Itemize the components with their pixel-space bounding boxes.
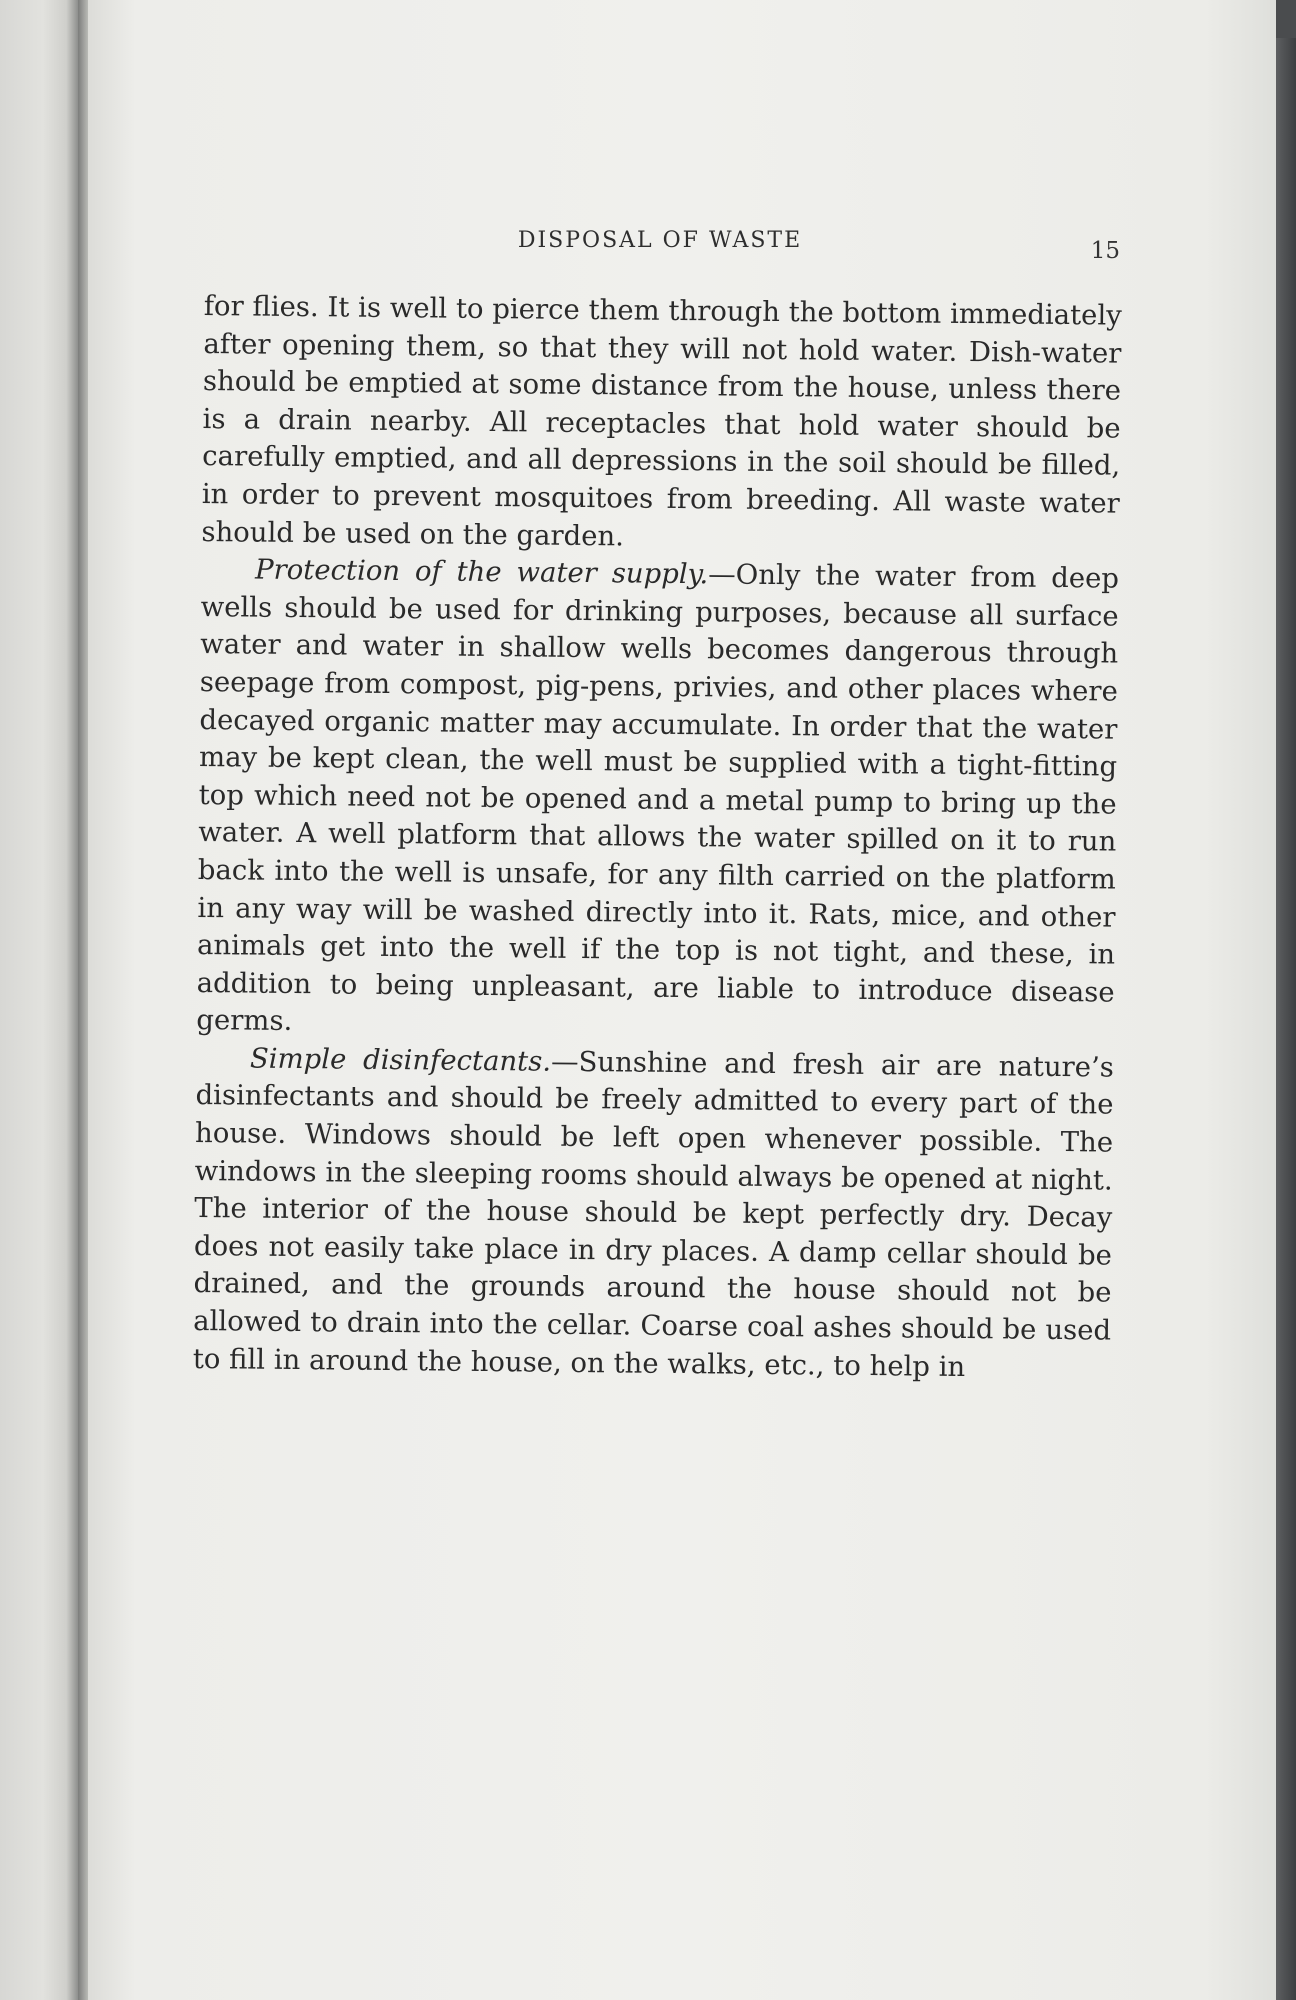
page-header xyxy=(200,228,1120,268)
paragraph-2-text: —Only the water from deep wells should be used for drinking purposes, because all surface water and water in shallow wells becomes dangerous through seepage from compost, pig-pens, privies, and other places where decayed organic matter may accumulate. In order that the water may be kept clean, the well must be supplied with a tight-fitting top which need not be opened and a metal pump to bring up the water. A well platform that allows the water spilled on it to run back into the well is unsafe, for any filth carried on the platform in any way will be washed directly into it. Rats, mice, and other animals get into the well if the top is not tight, and these, in addition to being unpleasant, are liable to introduce disease germs. xyxy=(196,558,1120,1038)
adjacent-page-strip xyxy=(0,0,78,2000)
page-edge-shadow xyxy=(1276,38,1296,2000)
paragraph-3-heading: Simple disinfectants. xyxy=(249,1042,552,1078)
scan-background xyxy=(1276,0,1296,38)
paragraph-2 xyxy=(196,551,1119,1049)
page-number: 15 xyxy=(1090,238,1120,264)
running-title: DISPOSAL OF WASTE xyxy=(517,228,803,253)
paragraph-1-text: for flies. It is well to pierce them through the bottom immediately after opening them, so that they will not hold water. Dish-water should be emptied at some distance from the house, unless there is a drain nearby. All receptacles that hold water should be carefully emptied, and all depressions in the soil should be filled, in order to prevent mosquitoes from breeding. All waste water should be used on the garden. xyxy=(201,289,1122,552)
book-gutter xyxy=(78,0,88,2000)
paragraph-3-text: —Sunshine and fresh air are nature’s disinfectants and should be freely admitted to every part of the house. Windows should be left open whenever possible. The windows in the sleeping rooms should always be opened at night. The interior of the house should be kept perfectly dry. Decay does not easily take place in dry places. A damp cellar should be drained, and the grounds around the house should not be allowed to drain into the cellar. Coarse coal ashes should be used to fill in around the house, on the walks, etc., to help in xyxy=(192,1045,1115,1383)
paragraph-2-heading: Protection of the water supply. xyxy=(254,553,709,591)
paragraph-1 xyxy=(201,288,1122,561)
paragraph-3 xyxy=(193,1040,1114,1388)
body-text xyxy=(193,288,1122,1388)
